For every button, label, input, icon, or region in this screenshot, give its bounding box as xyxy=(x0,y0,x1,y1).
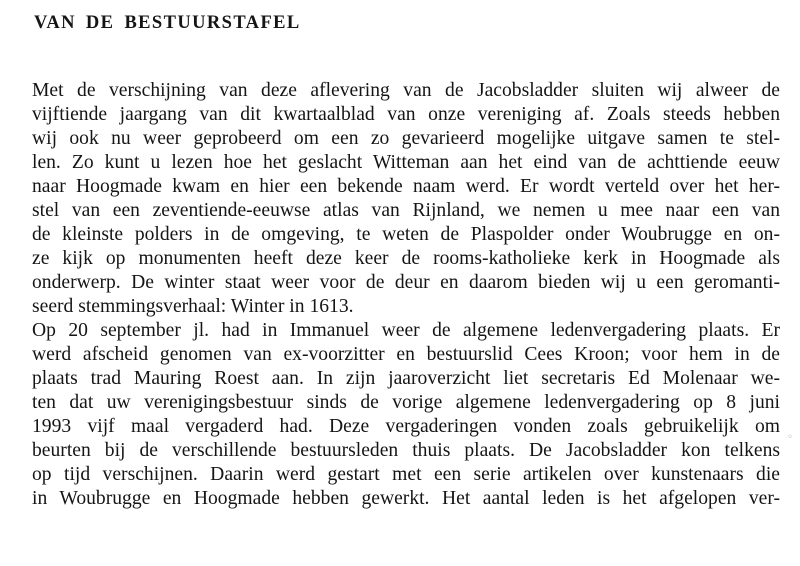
text-line: stel van een zeventiende-eeuwse atlas van Rijnland, we nemen u mee naar een van xyxy=(32,200,780,221)
text-line: vijftiende jaargang van dit kwartaalblad van onze vereniging af. Zoals steeds hebben xyxy=(32,104,780,125)
text-line: ze kijk op monumenten heeft deze keer de rooms-katholieke kerk in Hoogmade als xyxy=(32,248,780,269)
text-line: seerd stemmingsverhaal: Winter in 1613. xyxy=(32,296,354,317)
text-line: wij ook nu weer geprobeerd om een zo gevarieerd mogelijke uitgave samen te stel- xyxy=(32,128,780,149)
text-line: Op 20 september jl. had in Immanuel weer de algemene ledenvergadering plaats. Er xyxy=(32,320,780,341)
text-line: len. Zo kunt u lezen hoe het geslacht Witteman aan het eind van de achttiende eeuw xyxy=(32,152,780,173)
text-line: plaats trad Mauring Roest aan. In zijn jaaroverzicht liet secretaris Ed Molenaar we- xyxy=(32,368,780,389)
text-line: de kleinste polders in de omgeving, te weten de Plaspolder onder Woubrugge en on- xyxy=(32,224,780,245)
text-line: op tijd verschijnen. Daarin werd gestart met een serie artikelen over kunstenaars die xyxy=(32,464,780,485)
scan-artifact-mark: ◦ xyxy=(787,432,793,443)
body-text xyxy=(32,79,780,511)
text-line: 1993 vijf maal vergaderd had. Deze vergaderingen vonden zoals gebruikelijk om xyxy=(32,416,780,437)
text-line: werd afscheid genomen van ex-voorzitter en bestuurslid Cees Kroon; voor hem in de xyxy=(32,344,780,365)
text-line: naar Hoogmade kwam en hier een bekende naam werd. Er wordt verteld over het her- xyxy=(32,176,780,197)
text-line: onderwerp. De winter staat weer voor de deur en daarom bieden wij u een geromanti- xyxy=(32,272,780,293)
section-heading: VAN DE BESTUURSTAFEL xyxy=(34,13,301,33)
text-line: in Woubrugge en Hoogmade hebben gewerkt. Het aantal leden is het afgelopen ver- xyxy=(32,488,780,509)
text-line: beurten bij de verschillende bestuursleden thuis plaats. De Jacobsladder kon telkens xyxy=(32,440,780,461)
text-line: Met de verschijning van deze aflevering van de Jacobsladder sluiten wij alweer de xyxy=(32,80,780,101)
text-line: ten dat uw verenigingsbestuur sinds de vorige algemene ledenvergadering op 8 juni xyxy=(32,392,780,413)
